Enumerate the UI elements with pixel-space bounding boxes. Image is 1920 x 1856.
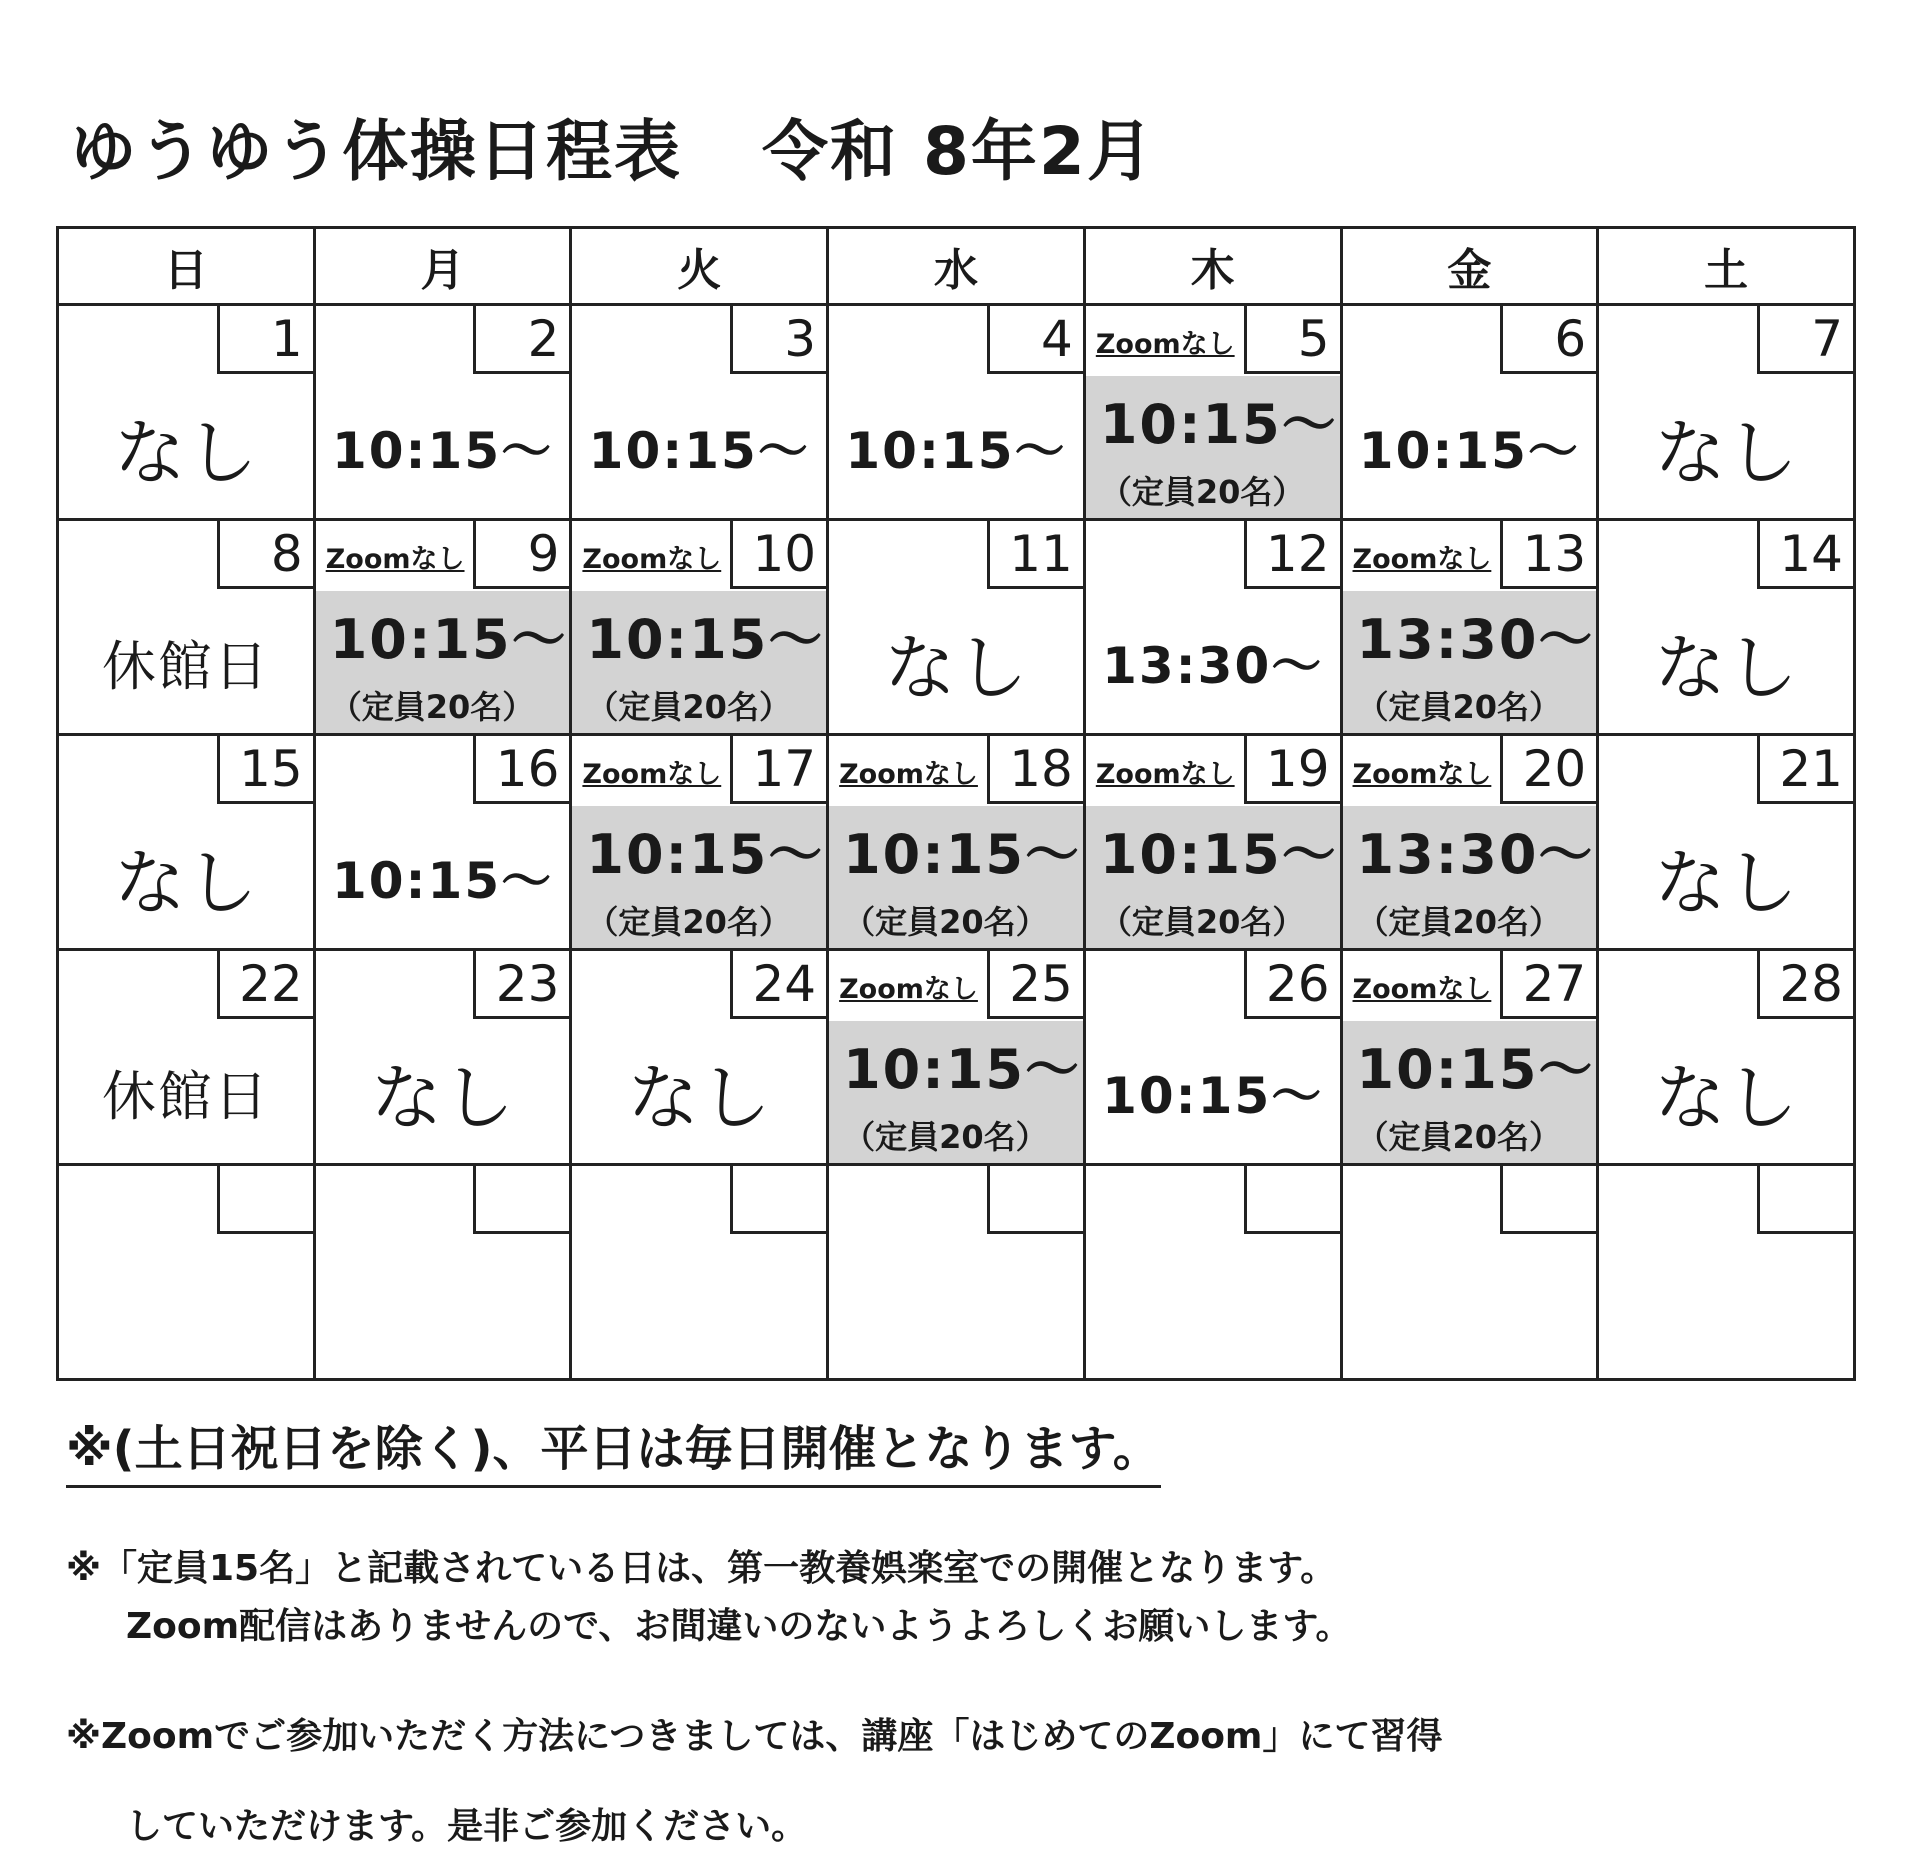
day-cell <box>1341 1165 1598 1380</box>
session-time: 13:30～ <box>1356 607 1595 671</box>
day-number: 13 <box>1500 521 1596 589</box>
day-cell <box>58 305 315 520</box>
session-info <box>829 1021 1083 1163</box>
day-number: 27 <box>1500 951 1596 1019</box>
day-cell <box>828 305 1085 520</box>
zoom-none-tag: Zoomなし <box>1352 974 1492 1005</box>
day-number <box>730 1166 826 1234</box>
day-cell <box>58 520 315 735</box>
no-session-label: なし <box>1654 1056 1799 1140</box>
day-cell <box>314 950 571 1165</box>
session-info <box>829 591 1083 733</box>
no-session-label: なし <box>1654 411 1799 495</box>
day-number: 8 <box>217 521 313 589</box>
session-time: 10:15～ <box>586 822 825 886</box>
day-cell <box>571 950 828 1165</box>
day-number: 10 <box>730 521 826 589</box>
capacity-label: （定員20名） <box>329 687 535 726</box>
day-number <box>217 1166 313 1234</box>
day-cell <box>1598 1165 1855 1380</box>
session-time: 10:15～ <box>843 1037 1081 1101</box>
day-cell <box>1084 735 1341 950</box>
week-row <box>58 950 1855 1165</box>
day-number: 1 <box>217 306 313 374</box>
day-number: 26 <box>1244 951 1340 1019</box>
note-main: ※(土日祝日を除く)、平日は毎日開催となります。 <box>66 1410 1161 1488</box>
day-cell <box>1084 950 1341 1165</box>
day-number: 17 <box>730 736 826 804</box>
session-time: 13:30～ <box>1356 822 1595 886</box>
day-cell <box>1341 950 1598 1165</box>
schedule-month: 令和 8年2月 <box>762 113 1155 190</box>
session-info <box>829 376 1083 518</box>
capacity-label: （定員20名） <box>843 1117 1048 1156</box>
session-info <box>1343 376 1597 518</box>
zoom-none-tag: Zoomなし <box>1352 544 1492 575</box>
note-capacity-line1: ※「定員15名」と記載されている日は、第一教養娯楽室での開催となります。 <box>66 1548 1337 1589</box>
day-number: 12 <box>1244 521 1340 589</box>
day-cell <box>828 735 1085 950</box>
session-time: 10:15～ <box>1358 422 1580 480</box>
day-cell <box>314 305 571 520</box>
day-cell <box>1341 520 1598 735</box>
notes-section <box>66 1410 1826 1856</box>
weekday-header: 火 <box>571 228 828 305</box>
day-cell <box>571 520 828 735</box>
day-cell <box>1598 520 1855 735</box>
session-time: 10:15～ <box>1099 822 1338 886</box>
session-info <box>1343 806 1597 948</box>
session-info <box>316 1021 570 1163</box>
note-zoom <box>66 1708 1826 1856</box>
day-cell <box>1341 735 1598 950</box>
day-number <box>1244 1166 1340 1234</box>
day-number: 23 <box>473 951 569 1019</box>
session-info <box>1599 376 1853 518</box>
session-info <box>59 376 313 518</box>
week-row <box>58 1165 1855 1380</box>
day-number: 15 <box>217 736 313 804</box>
no-session-label: なし <box>883 626 1028 710</box>
session-time: 10:15～ <box>331 422 554 480</box>
weekday-header-row <box>58 228 1855 305</box>
closed-label: 休館日 <box>101 634 270 698</box>
week-row <box>58 305 1855 520</box>
session-info <box>316 376 570 518</box>
session-info <box>829 806 1083 948</box>
day-cell <box>314 735 571 950</box>
session-info <box>1343 591 1597 733</box>
day-number: 5 <box>1244 306 1340 374</box>
zoom-none-tag: Zoomなし <box>839 974 978 1005</box>
day-cell <box>571 305 828 520</box>
week-row <box>58 520 1855 735</box>
session-time: 10:15～ <box>586 607 825 671</box>
session-info <box>59 591 313 733</box>
weekday-header: 水 <box>828 228 1085 305</box>
schedule-calendar <box>56 226 1856 1381</box>
day-cell <box>1598 305 1855 520</box>
day-cell <box>314 520 571 735</box>
note-capacity <box>66 1540 1826 1656</box>
session-info <box>316 806 570 948</box>
no-session-label: なし <box>1654 626 1799 710</box>
session-info <box>572 806 826 948</box>
day-cell <box>58 1165 315 1380</box>
session-time: 10:15～ <box>588 422 810 480</box>
session-time: 13:30～ <box>1102 637 1324 695</box>
session-info <box>1086 591 1340 733</box>
capacity-label: （定員20名） <box>1356 1117 1562 1156</box>
session-info <box>572 1021 826 1163</box>
closed-label: 休館日 <box>101 1064 270 1128</box>
day-cell <box>1598 950 1855 1165</box>
weekday-header: 日 <box>58 228 315 305</box>
day-cell <box>1084 520 1341 735</box>
session-time: 10:15～ <box>329 607 568 671</box>
day-number: 6 <box>1500 306 1596 374</box>
day-number: 16 <box>473 736 569 804</box>
day-number: 4 <box>987 306 1083 374</box>
session-info <box>1343 1021 1597 1163</box>
day-cell <box>571 735 828 950</box>
weekday-header: 金 <box>1341 228 1598 305</box>
capacity-label: （定員20名） <box>586 902 791 941</box>
day-cell <box>828 520 1085 735</box>
no-session-label: なし <box>113 841 258 925</box>
session-info <box>1599 591 1853 733</box>
day-number: 20 <box>1500 736 1596 804</box>
session-info <box>1599 1021 1853 1163</box>
day-number: 19 <box>1244 736 1340 804</box>
day-number: 3 <box>730 306 826 374</box>
session-time: 10:15～ <box>1356 1037 1595 1101</box>
session-time: 10:15～ <box>1102 1067 1324 1125</box>
week-row <box>58 735 1855 950</box>
day-number: 22 <box>217 951 313 1019</box>
no-session-label: なし <box>370 1056 515 1140</box>
session-info <box>572 376 826 518</box>
day-number: 2 <box>473 306 569 374</box>
session-info <box>1086 806 1340 948</box>
day-number <box>1757 1166 1853 1234</box>
session-info <box>572 591 826 733</box>
day-cell <box>314 1165 571 1380</box>
page-title <box>70 98 1155 193</box>
capacity-label: （定員20名） <box>1099 472 1305 511</box>
zoom-none-tag: Zoomなし <box>325 544 465 575</box>
zoom-none-tag: Zoomなし <box>582 759 722 790</box>
day-number: 24 <box>730 951 826 1019</box>
session-info <box>1599 806 1853 948</box>
session-info <box>1086 376 1340 518</box>
zoom-none-tag: Zoomなし <box>582 544 722 575</box>
day-cell <box>58 950 315 1165</box>
capacity-label: （定員20名） <box>586 687 791 726</box>
day-cell <box>1341 305 1598 520</box>
day-number <box>987 1166 1083 1234</box>
note-capacity-line2: Zoom配信はありませんので、お間違いのないようよろしくお願いします。 <box>126 1606 1352 1647</box>
day-number: 25 <box>987 951 1083 1019</box>
capacity-label: （定員20名） <box>843 902 1048 941</box>
zoom-none-tag: Zoomなし <box>839 759 978 790</box>
session-info <box>1086 1021 1340 1163</box>
day-number: 18 <box>987 736 1083 804</box>
session-info <box>59 806 313 948</box>
weekday-header: 土 <box>1598 228 1855 305</box>
calendar-body <box>58 305 1855 1380</box>
day-number <box>1500 1166 1596 1234</box>
day-number: 14 <box>1757 521 1853 589</box>
day-cell <box>828 950 1085 1165</box>
day-cell <box>828 1165 1085 1380</box>
capacity-label: （定員20名） <box>1356 687 1562 726</box>
capacity-label: （定員20名） <box>1356 902 1562 941</box>
day-number: 28 <box>1757 951 1853 1019</box>
day-number: 11 <box>987 521 1083 589</box>
session-info <box>59 1021 313 1163</box>
capacity-label: （定員20名） <box>1099 902 1305 941</box>
note-zoom-line2: していただけます。是非ご参加ください。 <box>126 1806 808 1847</box>
session-time: 10:15～ <box>1099 392 1338 456</box>
session-time: 10:15～ <box>331 852 554 910</box>
zoom-none-tag: Zoomなし <box>1352 759 1492 790</box>
day-cell <box>1084 305 1341 520</box>
session-time: 10:15～ <box>845 422 1067 480</box>
day-number <box>473 1166 569 1234</box>
schedule-title: ゆうゆう体操日程表 <box>70 113 682 190</box>
no-session-label: なし <box>1654 841 1799 925</box>
day-cell <box>1598 735 1855 950</box>
weekday-header: 木 <box>1084 228 1341 305</box>
session-info <box>316 591 570 733</box>
day-cell <box>571 1165 828 1380</box>
day-number: 9 <box>473 521 569 589</box>
zoom-none-tag: Zoomなし <box>1095 329 1235 360</box>
day-number: 7 <box>1757 306 1853 374</box>
day-number: 21 <box>1757 736 1853 804</box>
day-cell <box>1084 1165 1341 1380</box>
note-zoom-line1: ※Zoomでご参加いただく方法につきましては、講座「はじめてのZoom」にて習得 <box>66 1716 1443 1757</box>
day-cell <box>58 735 315 950</box>
no-session-label: なし <box>113 411 258 495</box>
weekday-header: 月 <box>314 228 571 305</box>
zoom-none-tag: Zoomなし <box>1095 759 1235 790</box>
session-time: 10:15～ <box>843 822 1081 886</box>
no-session-label: なし <box>627 1056 772 1140</box>
